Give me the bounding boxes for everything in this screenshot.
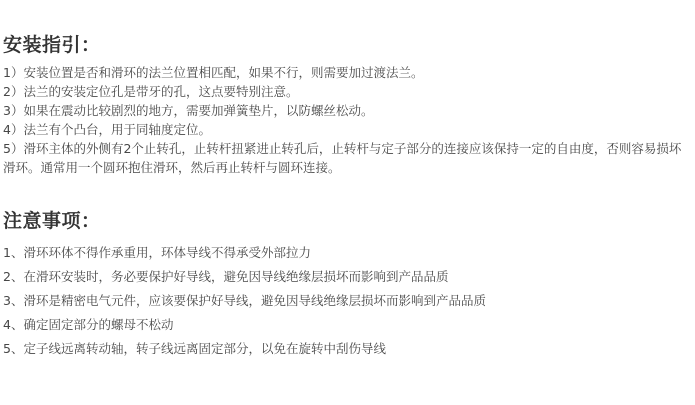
note-item-5: 5、定子线远离转动轴，转子线远离固定部分，以免在旋转中刮伤导线 bbox=[3, 341, 386, 356]
guide-item-4: 4）法兰有个凸台，用于同轴度定位。 bbox=[3, 122, 211, 137]
precautions-title: 注意事项： bbox=[3, 210, 101, 232]
note-item-2: 2、在滑环安装时，务必要保护好导线，避免因导线绝缘层损坏而影响到产品品质 bbox=[3, 269, 449, 284]
note-item-1: 1、滑环环体不得作承重用，环体导线不得承受外部拉力 bbox=[3, 245, 311, 260]
guide-item-3: 3）如果在震动比较剧烈的地方，需要加弹簧垫片，以防螺丝松动。 bbox=[3, 103, 374, 118]
note-item-4: 4、确定固定部分的螺母不松动 bbox=[3, 317, 174, 332]
installation-guide-list bbox=[3, 63, 690, 177]
guide-item-2: 2）法兰的安装定位孔是带牙的孔，这点要特别注意。 bbox=[3, 84, 299, 99]
installation-guide-section bbox=[3, 34, 690, 177]
precautions-section bbox=[3, 210, 690, 361]
note-item-3: 3、滑环是精密电气元件，应该要保护好导线，避免因导线绝缘层损坏而影响到产品品质 bbox=[3, 293, 486, 308]
installation-guide-title: 安装指引： bbox=[3, 34, 101, 56]
precautions-list bbox=[3, 241, 690, 361]
guide-item-5: 5）滑环主体的外侧有2个止转孔，止转杆扭紧进止转孔后，止转杆与定子部分的连接应该保持一定的自由度，否则容易损坏滑环。通常用一个圆环抱住滑环，然后再止转杆与圆环连接。 bbox=[3, 141, 682, 175]
guide-item-1: 1）安装位置是否和滑环的法兰位置相匹配，如果不行，则需要加过渡法兰。 bbox=[3, 65, 424, 80]
